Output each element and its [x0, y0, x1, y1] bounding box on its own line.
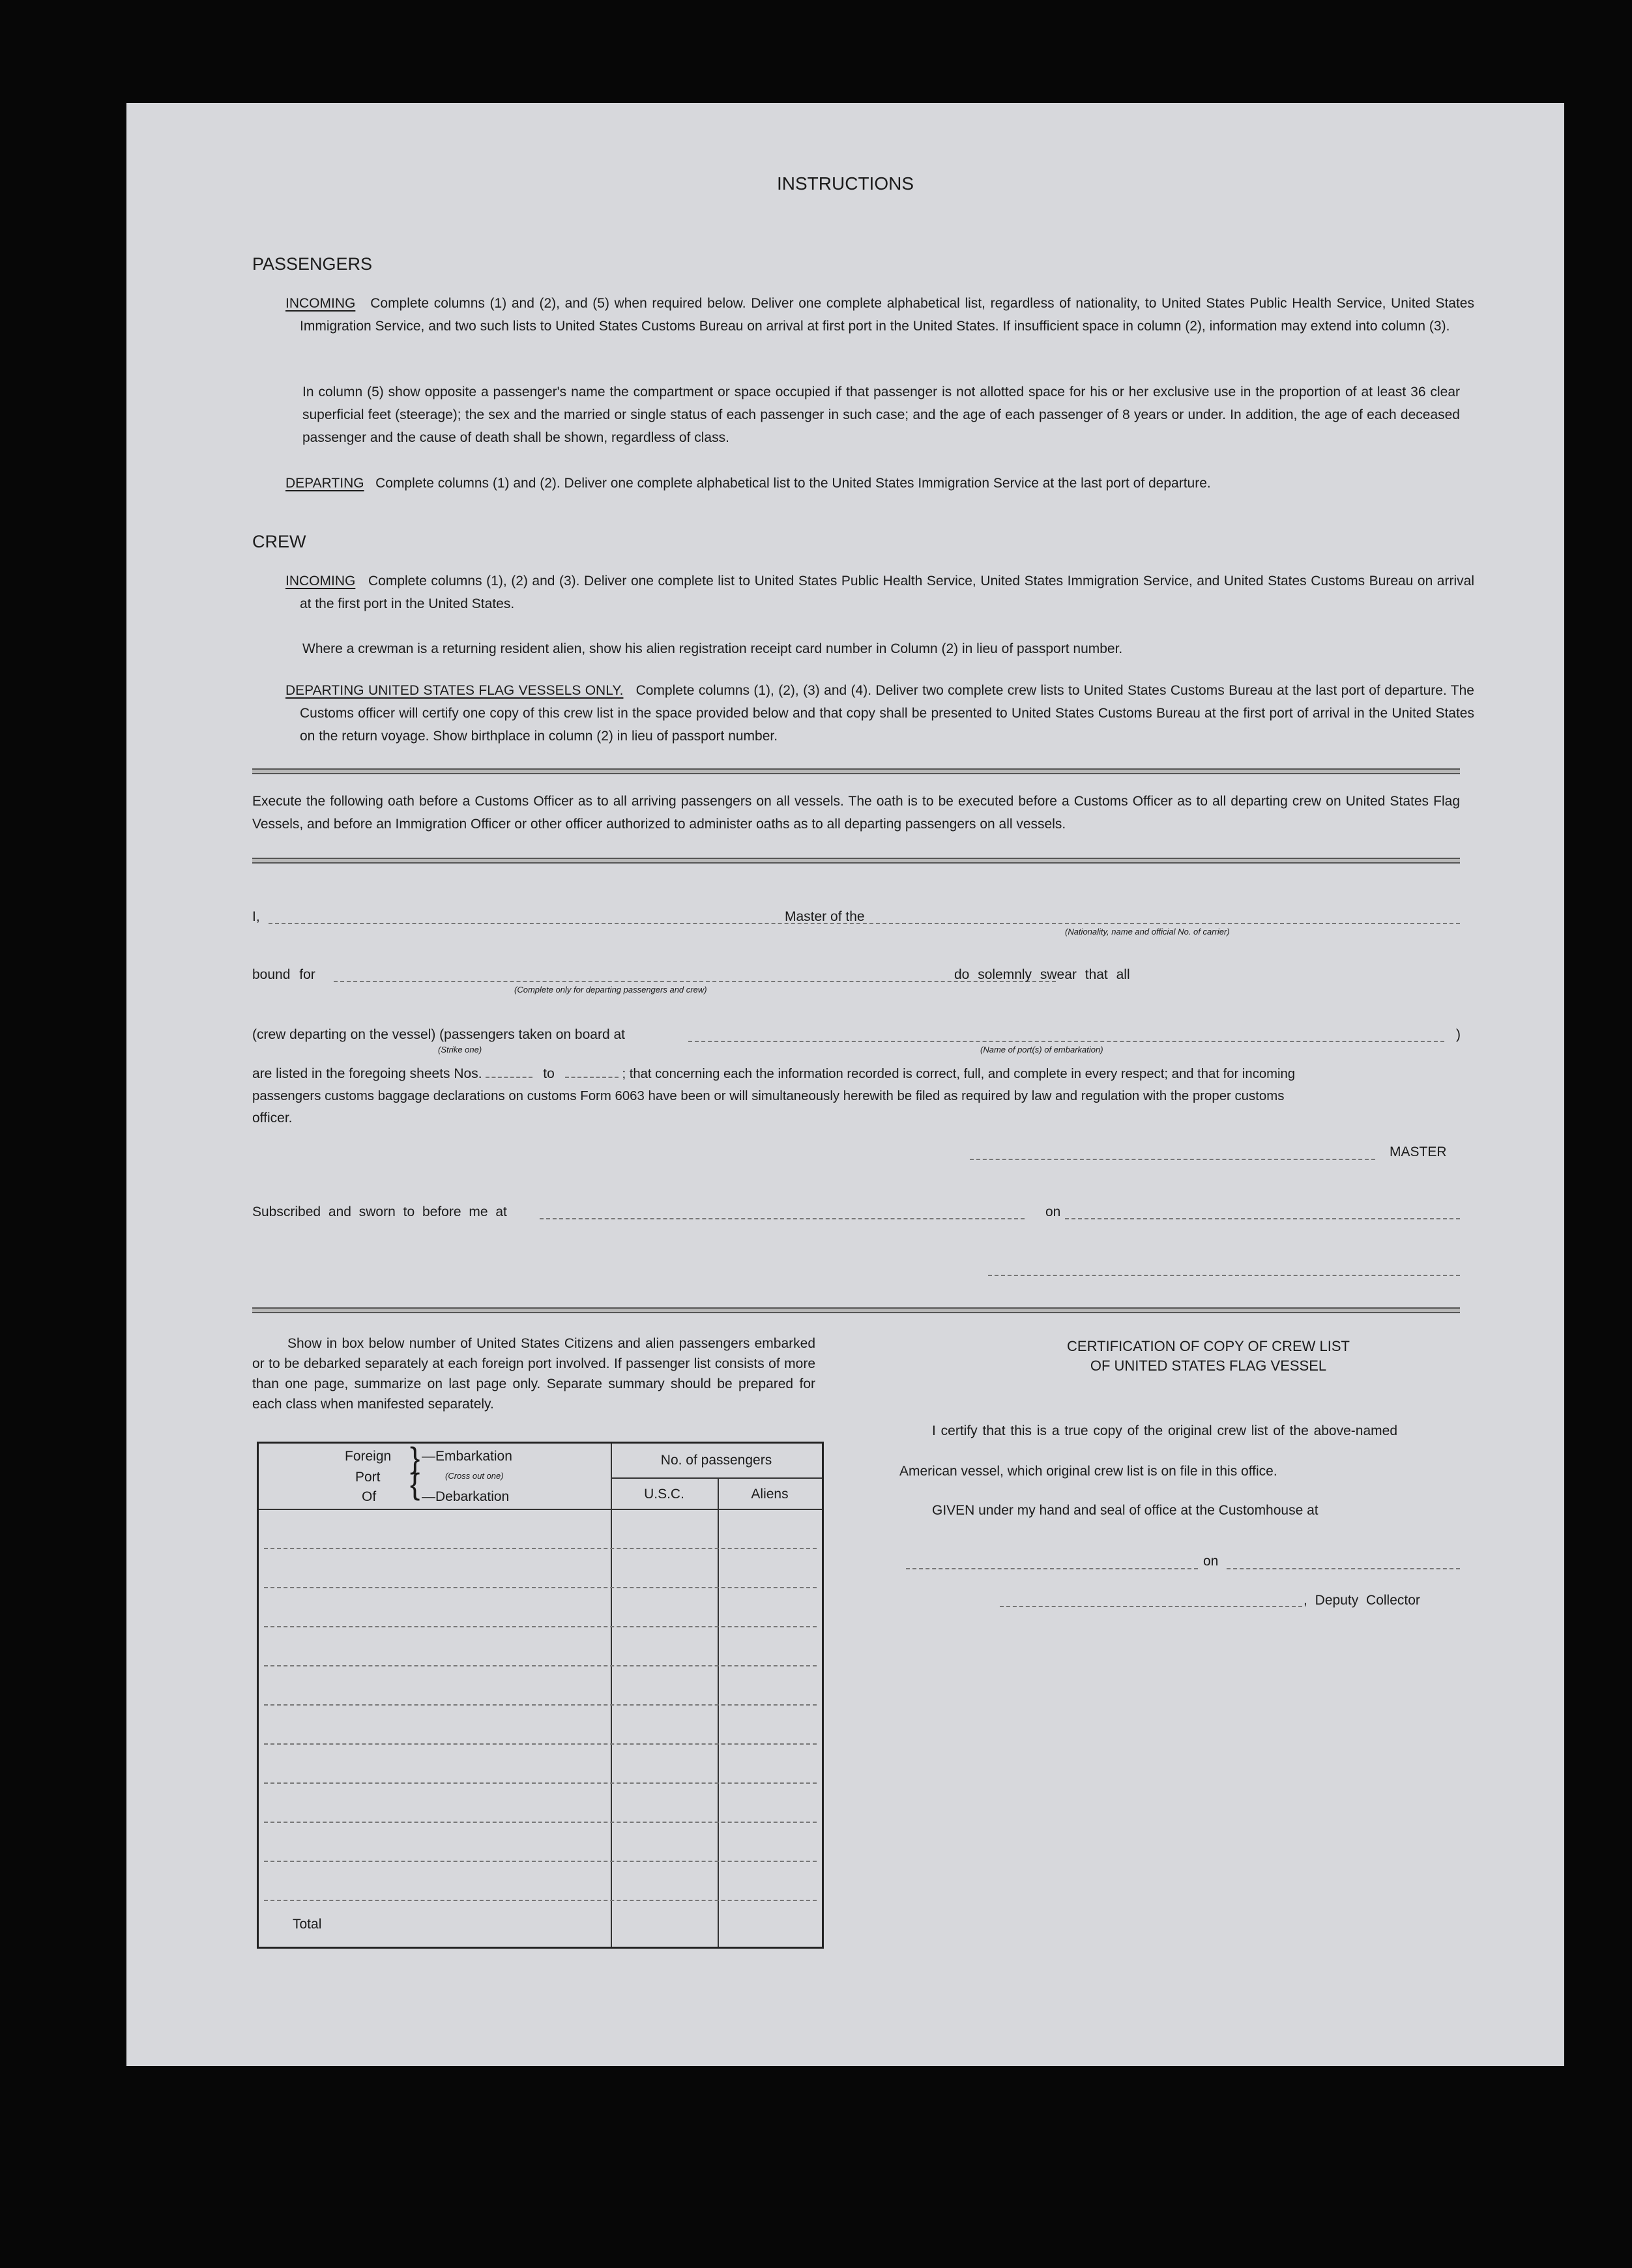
certification-on-label: on: [1203, 1554, 1219, 1569]
strike-note: (Strike one): [438, 1045, 482, 1054]
officer-signature-field[interactable]: [988, 1275, 1460, 1276]
port-note: (Name of port(s) of embarkation): [980, 1045, 1103, 1054]
form-sheet: [126, 103, 1564, 2066]
listed-prefix: are listed in the foregoing sheets Nos.: [252, 1066, 482, 1081]
oath-swear: do solemnly swear that all: [954, 967, 1130, 982]
oath-close-paren: ): [1456, 1027, 1461, 1042]
certification-line-1: I certify that this is a true copy of the original crew list of the above-named: [932, 1423, 1397, 1438]
table-row[interactable]: [264, 1626, 817, 1627]
crew-departing-paragraph: [285, 679, 1474, 748]
deputy-collector-label: , Deputy Collector: [1304, 1593, 1420, 1608]
passengers-departing-paragraph: [285, 472, 1460, 495]
certification-line-2: American vessel, which original crew list is on file in this office.: [899, 1464, 1277, 1479]
destination-field[interactable]: [334, 981, 1056, 982]
crew-resident-paragraph: Where a crewman is a returning resident alien, show his alien registration receipt card number in Column (2) in lieu of passport number.: [302, 641, 1123, 656]
oath-subscribed: Subscribed and sworn to before me at: [252, 1204, 507, 1219]
table-row[interactable]: [264, 1822, 817, 1823]
table-row[interactable]: [264, 1782, 817, 1784]
customhouse-field[interactable]: [906, 1568, 1198, 1569]
divider-rule: [252, 1307, 1460, 1313]
oath-listed-line-3: officer.: [252, 1111, 293, 1126]
certification-line-3: GIVEN under my hand and seal of office at the Customhouse at: [932, 1503, 1319, 1518]
embarkation-port-field[interactable]: [688, 1041, 1444, 1042]
usc-header: U.S.C.: [644, 1487, 684, 1502]
table-row[interactable]: [264, 1704, 817, 1706]
brace-icon: } {: [410, 1441, 420, 1501]
table-row[interactable]: [264, 1861, 817, 1862]
foreign-label: Foreign: [345, 1449, 392, 1464]
crew-incoming-paragraph: [285, 570, 1474, 615]
table-row[interactable]: [264, 1548, 817, 1549]
cross-out-note: (Cross out one): [445, 1471, 504, 1481]
crew-incoming-label: INCOMING: [285, 574, 356, 589]
carrier-note: (Nationality, name and official No. of carrier): [1065, 927, 1230, 937]
crew-departing-label: DEPARTING UNITED STATES FLAG VESSELS ONLY.: [285, 683, 624, 698]
sworn-place-field[interactable]: [540, 1218, 1025, 1219]
listed-text-1: ; that concerning each the information recorded is correct, full, and complete in every respect; and that for incoming: [622, 1067, 1296, 1081]
oath-master-of: Master of the: [785, 909, 865, 924]
passengers-incoming-text: Complete columns (1) and (2), and (5) when required below. Deliver one complete alphabetical list, regardless of nationality, to United States Public Health Service, United States Immigration Service, and two such lists to United States Customs Bureau on arrival at first port in the United States. If insufficient space in column (2), information may extend into column (3).: [300, 296, 1474, 334]
certification-title-1: CERTIFICATION OF COPY OF CREW LIST: [1067, 1338, 1350, 1354]
master-signature-field[interactable]: [970, 1159, 1375, 1160]
table-row[interactable]: [264, 1665, 817, 1666]
crew-heading: CREW: [252, 532, 306, 551]
aliens-header: Aliens: [751, 1487, 789, 1502]
oath-instruction: Execute the following oath before a Customs Officer as to all arriving passengers on all vessels. The oath is to be executed before a Customs Officer as to all departing crew on United States Flag Vessels, and before an Immigration Officer or other officer authorized to administer oaths as to all departing passengers on all vessels.: [252, 794, 1460, 832]
oath-listed-line-2: passengers customs baggage declarations on customs Form 6063 have been or will simultaneously herewith be filed as required by law and regulation with the proper customs: [252, 1089, 1285, 1103]
total-label: Total: [293, 1917, 322, 1932]
listed-to: to: [543, 1066, 555, 1081]
embarkation-label: —Embarkation: [422, 1449, 512, 1464]
crew-incoming-text: Complete columns (1), (2) and (3). Deliver one complete list to United States Public Health Service, United States Immigration Service, and United States Customs Bureau on arrival at the first port in the United States.: [300, 574, 1474, 611]
crew-departing-text: Complete columns (1), (2), (3) and (4). Deliver two complete crew lists to United States Customs Bureau at the last port of departure. The Customs officer will certify one copy of this crew list in the space provided below and that copy shall be presented to United States Customs Bureau at the first port of arrival in the United States on the return voyage. Show birthplace in column (2) in lieu of passport number.: [300, 683, 1474, 744]
passengers-column5-paragraph: In column (5) show opposite a passenger's name the compartment or space occupied if that passenger is not allotted space for his or her exclusive use in the proportion of at least 36 clear superficial feet (steerage); the sex and the married or single status of each passenger in such case; and the age of each passenger of 8 years or under. In addition, the age of each deceased passenger and the cause of death shall be shown, regardless of class.: [302, 385, 1460, 445]
passengers-incoming-label: INCOMING: [285, 296, 356, 311]
deputy-signature-field[interactable]: [1000, 1606, 1302, 1607]
passengers-heading: PASSENGERS: [252, 254, 373, 274]
oath-i-label: I,: [252, 909, 260, 924]
divider-rule: [252, 858, 1460, 864]
sheet-to-field[interactable]: [565, 1065, 619, 1078]
oath-on-label: on: [1045, 1204, 1061, 1219]
passenger-summary-box: [257, 1442, 824, 1949]
summary-instruction: Show in box below number of United States Citizens and alien passengers embarked or to be debarked separately at each foreign port involved. If passenger list consists of more than one page, summarize on last page only. Separate summary should be prepared for each class when manifested separately.: [252, 1336, 815, 1412]
of-label: Of: [362, 1489, 377, 1504]
oath-listed-line-1: [252, 1062, 1460, 1086]
table-row[interactable]: [264, 1587, 817, 1588]
oath-crew-departing: (crew departing on the vessel) (passengers taken on board at: [252, 1027, 625, 1042]
divider-rule: [252, 768, 1460, 774]
port-label: Port: [355, 1470, 381, 1485]
debarkation-label: —Debarkation: [422, 1489, 510, 1504]
sworn-date-field[interactable]: [1065, 1218, 1460, 1219]
certification-date-field[interactable]: [1227, 1568, 1460, 1569]
no-passengers-header: No. of passengers: [660, 1453, 772, 1468]
bound-note: (Complete only for departing passengers and crew): [514, 985, 707, 995]
passengers-incoming-paragraph: [285, 292, 1474, 338]
table-row[interactable]: [264, 1900, 817, 1901]
page-title: INSTRUCTIONS: [777, 173, 914, 194]
oath-master-label: MASTER: [1390, 1144, 1447, 1159]
passengers-departing-text: Complete columns (1) and (2). Deliver one complete alphabetical list to the United States Immigration Service at the last port of departure.: [375, 476, 1211, 491]
sheet-from-field[interactable]: [486, 1065, 532, 1078]
oath-bound-for: bound for: [252, 967, 315, 982]
table-row[interactable]: [264, 1743, 817, 1745]
carrier-field[interactable]: [889, 923, 1460, 924]
certification-title-2: OF UNITED STATES FLAG VESSEL: [1090, 1358, 1327, 1374]
passengers-departing-label: DEPARTING: [285, 476, 364, 491]
